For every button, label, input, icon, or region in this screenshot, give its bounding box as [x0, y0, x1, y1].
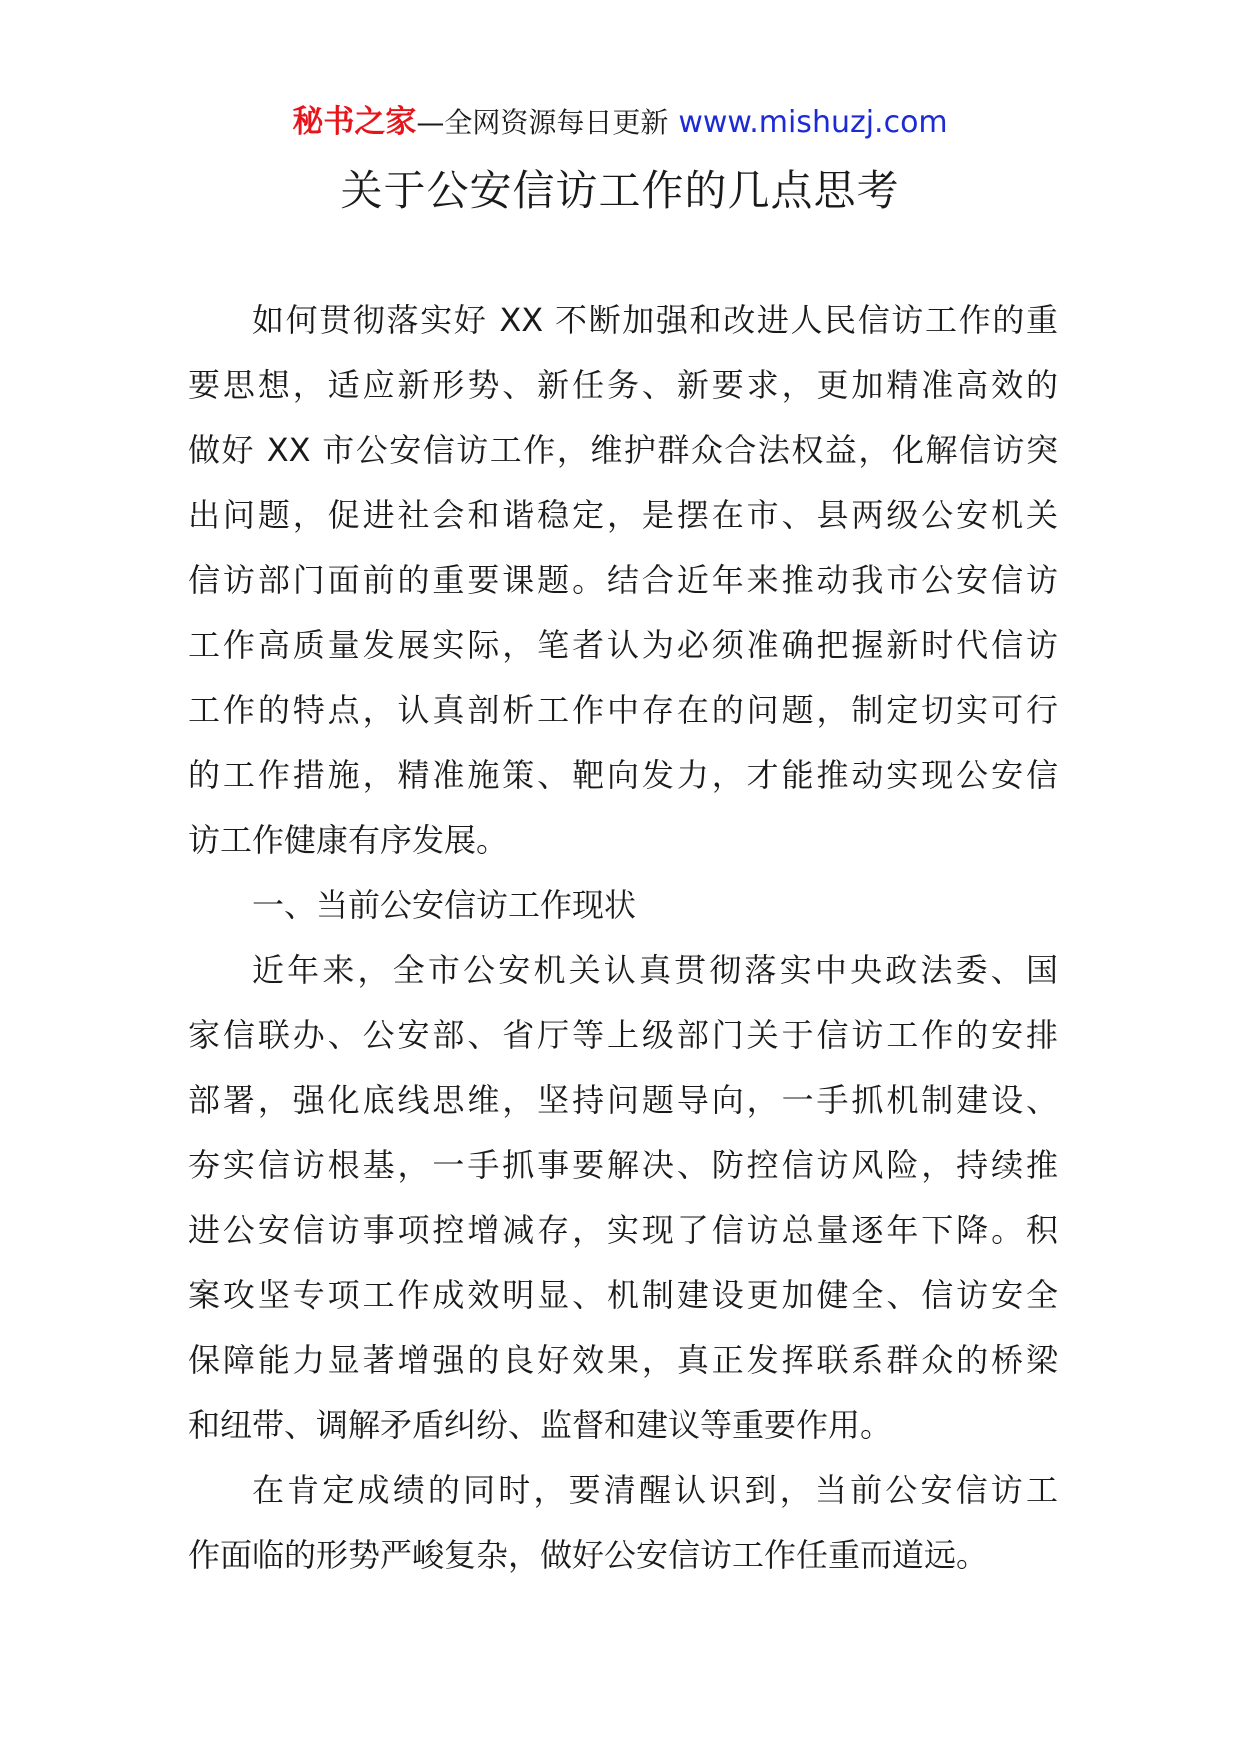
brand-tagline: —全网资源每日更新 — [416, 106, 669, 139]
paragraph-line: 在肯定成绩的同时，要清醒认识到，当前公安信访工 — [252, 1471, 1058, 1509]
paragraph-line: 近年来，全市公安机关认真贯彻落实中央政法委、国 — [252, 951, 1058, 989]
paragraph-line: 保障能力显著增强的良好效果，真正发挥联系群众的桥梁 — [188, 1341, 1058, 1379]
paragraph-line: 访工作健康有序发展。 — [188, 821, 509, 859]
paragraph-line: 工作的特点，认真剖析工作中存在的问题，制定切实可行 — [188, 691, 1058, 729]
paragraph-line: 做好 XX 市公安信访工作，维护群众合法权益，化解信访突 — [188, 431, 1058, 469]
paragraph-line: 部署，强化底线思维，坚持问题导向，一手抓机制建设、 — [188, 1081, 1058, 1119]
paragraph-line: 家信联办、公安部、省厅等上级部门关于信访工作的安排 — [188, 1016, 1058, 1054]
section-heading: 一、当前公安信访工作现状 — [252, 886, 637, 924]
paragraph-line: 的工作措施，精准施策、靶向发力，才能推动实现公安信 — [188, 756, 1058, 794]
site-url-link[interactable]: www.mishuzj.com — [678, 105, 948, 140]
paragraph-line: 案攻坚专项工作成效明显、机制建设更加健全、信访安全 — [188, 1276, 1058, 1314]
paragraph-line: 出问题，促进社会和谐稳定，是摆在市、县两级公安机关 — [188, 496, 1058, 534]
paragraph-line: 和纽带、调解矛盾纠纷、监督和建议等重要作用。 — [188, 1406, 893, 1444]
paragraph-line: 要思想，适应新形势、新任务、新要求，更加精准高效的 — [188, 366, 1058, 404]
paragraph-line: 工作高质量发展实际，笔者认为必须准确把握新时代信访 — [188, 626, 1058, 664]
paragraph-line: 夯实信访根基，一手抓事要解决、防控信访风险，持续推 — [188, 1146, 1058, 1184]
watermark-header — [0, 100, 1240, 145]
document-title: 关于公安信访工作的几点思考 — [340, 166, 900, 215]
document-body — [188, 288, 1058, 1588]
brand-name: 秘书之家 — [292, 104, 417, 140]
paragraph-line: 作面临的形势严峻复杂，做好公安信访工作任重而道远。 — [188, 1536, 989, 1574]
paragraph-line: 信访部门面前的重要课题。结合近年来推动我市公安信访 — [188, 561, 1058, 599]
paragraph-line: 进公安信访事项控增减存，实现了信访总量逐年下降。积 — [188, 1211, 1058, 1249]
paragraph-line: 如何贯彻落实好 XX 不断加强和改进人民信访工作的重 — [252, 301, 1058, 339]
